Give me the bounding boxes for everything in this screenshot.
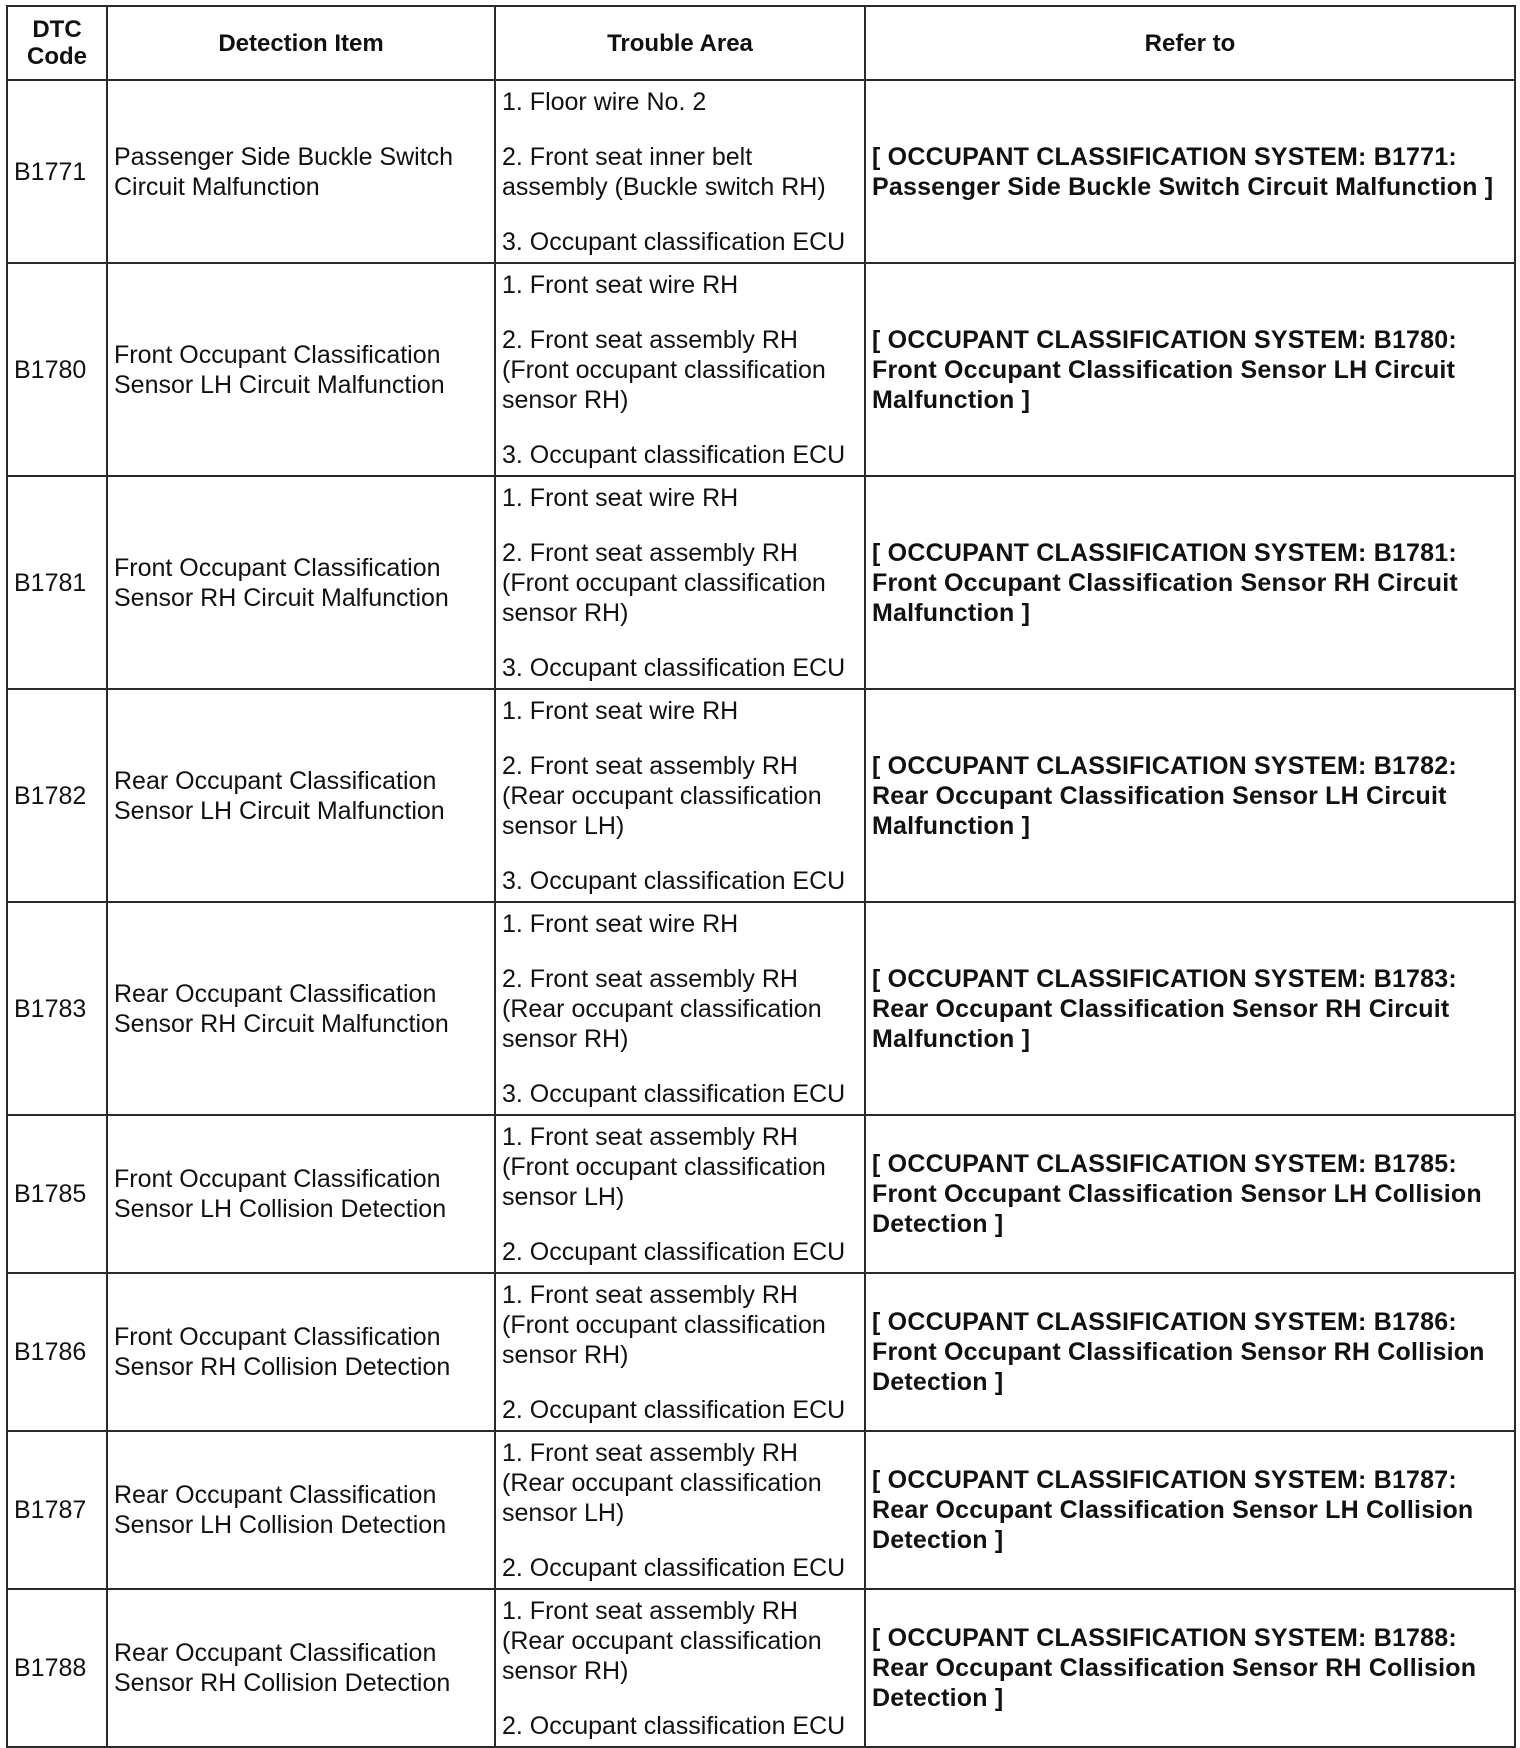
dtc-code-cell: B1787 xyxy=(7,1431,107,1589)
dtc-code-cell: B1781 xyxy=(7,476,107,689)
trouble-area-item: 3. Occupant classification ECU xyxy=(502,227,846,256)
trouble-area-item: 1. Front seat wire RH xyxy=(502,270,739,299)
trouble-area-item: 1. Front seat wire RH xyxy=(502,696,739,725)
detection-item-cell: Passenger Side Buckle Switch Circuit Malfunction xyxy=(107,80,495,263)
refer-to-cell: [ OCCUPANT CLASSIFICATION SYSTEM: B1788: Rear Occupant Classification Sensor RH Collision Detection ] xyxy=(865,1589,1515,1747)
trouble-area-cell xyxy=(495,1431,865,1589)
trouble-area-cell xyxy=(495,263,865,476)
dtc-code-cell: B1783 xyxy=(7,902,107,1115)
refer-to-cell: [ OCCUPANT CLASSIFICATION SYSTEM: B1771: Passenger Side Buckle Switch Circuit Malfunction ] xyxy=(865,80,1515,263)
table-row xyxy=(7,80,1515,263)
refer-to-cell: [ OCCUPANT CLASSIFICATION SYSTEM: B1782: Rear Occupant Classification Sensor LH Circuit Malfunction ] xyxy=(865,689,1515,902)
trouble-area-item: 2. Occupant classification ECU xyxy=(502,1711,846,1740)
detection-item-cell: Rear Occupant Classification Sensor RH Collision Detection xyxy=(107,1589,495,1747)
trouble-area-item: 3. Occupant classification ECU xyxy=(502,653,846,682)
trouble-area-item: 2. Front seat assembly RH (Front occupant classification sensor RH) xyxy=(502,538,826,627)
header-trouble-area: Trouble Area xyxy=(495,6,865,80)
trouble-area-cell xyxy=(495,1273,865,1431)
refer-to-cell: [ OCCUPANT CLASSIFICATION SYSTEM: B1780: Front Occupant Classification Sensor LH Circuit Malfunction ] xyxy=(865,263,1515,476)
detection-item-cell: Front Occupant Classification Sensor LH Collision Detection xyxy=(107,1115,495,1273)
trouble-area-item: 1. Front seat assembly RH (Front occupant classification sensor LH) xyxy=(502,1122,826,1211)
trouble-area-item: 2. Occupant classification ECU xyxy=(502,1395,846,1424)
table-header-row xyxy=(7,6,1515,80)
trouble-area-item: 3. Occupant classification ECU xyxy=(502,440,846,469)
table-row xyxy=(7,1115,1515,1273)
trouble-area-cell xyxy=(495,1115,865,1273)
trouble-area-item: 2. Front seat assembly RH (Rear occupant classification sensor RH) xyxy=(502,964,822,1053)
refer-to-cell: [ OCCUPANT CLASSIFICATION SYSTEM: B1785: Front Occupant Classification Sensor LH Collision Detection ] xyxy=(865,1115,1515,1273)
trouble-area-item: 2. Front seat inner belt assembly (Buckle switch RH) xyxy=(502,142,826,201)
table-row xyxy=(7,476,1515,689)
dtc-code-cell: B1785 xyxy=(7,1115,107,1273)
trouble-area-item: 2. Front seat assembly RH (Rear occupant classification sensor LH) xyxy=(502,751,822,840)
table-body xyxy=(7,80,1515,1747)
trouble-area-item: 1. Front seat assembly RH (Rear occupant classification sensor RH) xyxy=(502,1596,822,1685)
trouble-area-item: 1. Front seat assembly RH (Rear occupant classification sensor LH) xyxy=(502,1438,822,1527)
trouble-area-item: 3. Occupant classification ECU xyxy=(502,866,846,895)
table-row xyxy=(7,689,1515,902)
detection-item-cell: Front Occupant Classification Sensor RH Circuit Malfunction xyxy=(107,476,495,689)
trouble-area-item: 1. Floor wire No. 2 xyxy=(502,87,707,116)
trouble-area-item: 1. Front seat wire RH xyxy=(502,909,739,938)
table-row xyxy=(7,263,1515,476)
header-dtc-code: DTC Code xyxy=(7,6,107,80)
refer-to-cell: [ OCCUPANT CLASSIFICATION SYSTEM: B1781: Front Occupant Classification Sensor RH Circuit Malfunction ] xyxy=(865,476,1515,689)
trouble-area-cell xyxy=(495,689,865,902)
trouble-area-cell xyxy=(495,1589,865,1747)
refer-to-cell: [ OCCUPANT CLASSIFICATION SYSTEM: B1783: Rear Occupant Classification Sensor RH Circuit Malfunction ] xyxy=(865,902,1515,1115)
dtc-code-cell: B1780 xyxy=(7,263,107,476)
detection-item-cell: Front Occupant Classification Sensor LH Circuit Malfunction xyxy=(107,263,495,476)
trouble-area-item: 2. Occupant classification ECU xyxy=(502,1237,846,1266)
trouble-area-item: 2. Front seat assembly RH (Front occupant classification sensor RH) xyxy=(502,325,826,414)
detection-item-cell: Rear Occupant Classification Sensor LH Circuit Malfunction xyxy=(107,689,495,902)
trouble-area-cell xyxy=(495,476,865,689)
trouble-area-cell xyxy=(495,80,865,263)
dtc-table xyxy=(6,5,1516,1748)
trouble-area-item: 3. Occupant classification ECU xyxy=(502,1079,846,1108)
dtc-code-cell: B1786 xyxy=(7,1273,107,1431)
header-refer-to: Refer to xyxy=(865,6,1515,80)
header-detection-item: Detection Item xyxy=(107,6,495,80)
trouble-area-item: 1. Front seat assembly RH (Front occupant classification sensor RH) xyxy=(502,1280,826,1369)
table-row xyxy=(7,902,1515,1115)
detection-item-cell: Front Occupant Classification Sensor RH Collision Detection xyxy=(107,1273,495,1431)
trouble-area-cell xyxy=(495,902,865,1115)
refer-to-cell: [ OCCUPANT CLASSIFICATION SYSTEM: B1787: Rear Occupant Classification Sensor LH Collision Detection ] xyxy=(865,1431,1515,1589)
table-row xyxy=(7,1273,1515,1431)
trouble-area-item: 1. Front seat wire RH xyxy=(502,483,739,512)
dtc-code-cell: B1771 xyxy=(7,80,107,263)
dtc-code-cell: B1782 xyxy=(7,689,107,902)
detection-item-cell: Rear Occupant Classification Sensor LH Collision Detection xyxy=(107,1431,495,1589)
detection-item-cell: Rear Occupant Classification Sensor RH Circuit Malfunction xyxy=(107,902,495,1115)
refer-to-cell: [ OCCUPANT CLASSIFICATION SYSTEM: B1786: Front Occupant Classification Sensor RH Collision Detection ] xyxy=(865,1273,1515,1431)
table-row xyxy=(7,1589,1515,1747)
table-row xyxy=(7,1431,1515,1589)
trouble-area-item: 2. Occupant classification ECU xyxy=(502,1553,846,1582)
dtc-code-cell: B1788 xyxy=(7,1589,107,1747)
